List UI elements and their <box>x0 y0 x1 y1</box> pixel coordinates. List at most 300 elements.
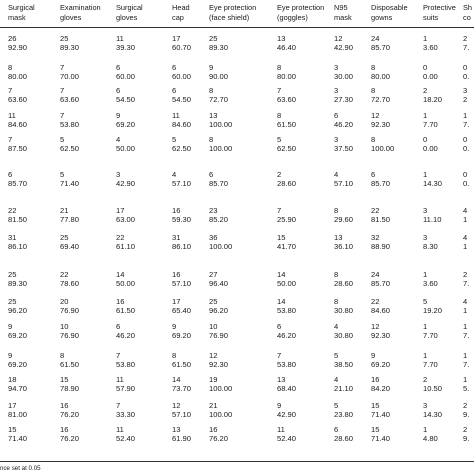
count-cell: 12 <box>334 34 343 43</box>
count-cell: 2 <box>463 425 468 434</box>
percent-cell: 57.10 <box>334 179 354 188</box>
percent-cell: 89.30 <box>209 43 229 52</box>
percent-cell: 81.00 <box>8 410 28 419</box>
count-cell: 11 <box>277 425 285 434</box>
percent-cell: 100.00 <box>209 242 233 251</box>
percent-cell: 63.00 <box>116 215 136 224</box>
count-cell: 7 <box>277 86 282 95</box>
percent-cell: 65.40 <box>172 306 192 315</box>
count-cell: 9 <box>371 351 376 360</box>
percent-cell: 69.20 <box>116 120 136 129</box>
count-cell: 6 <box>172 63 177 72</box>
column-header-line: Protective <box>423 3 456 12</box>
count-cell: 16 <box>172 206 181 215</box>
count-cell: 6 <box>209 170 214 179</box>
count-cell: 20 <box>60 297 69 306</box>
percent-cell: 69.40 <box>60 242 80 251</box>
count-cell: 2 <box>463 34 468 43</box>
count-cell: 7 <box>60 111 65 120</box>
column-header-line: Head <box>172 3 190 12</box>
count-cell: 6 <box>334 425 339 434</box>
percent-cell: 41.70 <box>277 242 297 251</box>
percent-cell: 80.00 <box>371 72 391 81</box>
percent-cell: 84.60 <box>172 120 192 129</box>
count-cell: 8 <box>209 135 214 144</box>
percent-cell: 1 <box>463 242 468 251</box>
count-cell: 22 <box>8 206 17 215</box>
percent-cell: 89.30 <box>60 43 80 52</box>
count-cell: 8 <box>371 135 376 144</box>
count-cell: 6 <box>334 111 339 120</box>
percent-cell: 96.20 <box>8 306 28 315</box>
percent-cell: 4.80 <box>423 434 438 443</box>
percent-cell: 92.30 <box>371 331 391 340</box>
count-cell: 32 <box>371 233 380 242</box>
count-cell: 15 <box>277 233 286 242</box>
percent-cell: 61.50 <box>172 360 192 369</box>
count-cell: 6 <box>371 170 376 179</box>
count-cell: 0 <box>423 135 428 144</box>
percent-cell: 86.10 <box>172 242 192 251</box>
count-cell: 8 <box>334 297 339 306</box>
percent-cell: 85.70 <box>371 43 391 52</box>
count-cell: 4 <box>334 322 339 331</box>
count-cell: 9 <box>116 111 121 120</box>
count-cell: 6 <box>116 86 121 95</box>
count-cell: 8 <box>371 86 376 95</box>
percent-cell: 69.20 <box>172 331 192 340</box>
count-cell: 7 <box>116 401 121 410</box>
percent-cell: 100.00 <box>209 410 233 419</box>
percent-cell: 57.10 <box>172 410 192 419</box>
percent-cell: 30.80 <box>334 331 354 340</box>
percent-cell: 100.00 <box>209 144 233 153</box>
percent-cell: 42.90 <box>116 179 136 188</box>
count-cell: 16 <box>60 401 69 410</box>
count-cell: 0 <box>463 135 468 144</box>
column-header-line: mask <box>8 13 26 22</box>
count-cell: 11 <box>172 111 180 120</box>
count-cell: 1 <box>423 111 428 120</box>
percent-cell: 92.30 <box>371 120 391 129</box>
column-header <box>371 3 408 23</box>
percent-cell: 7.70 <box>423 331 438 340</box>
percent-cell: 88.90 <box>371 242 391 251</box>
count-cell: 36 <box>209 233 218 242</box>
count-cell: 25 <box>8 270 17 279</box>
column-header <box>60 3 101 23</box>
percent-cell: 23.80 <box>334 410 354 419</box>
percent-cell: 71.40 <box>371 410 391 419</box>
count-cell: 3 <box>423 233 428 242</box>
count-cell: 8 <box>371 63 376 72</box>
percent-cell: 86.10 <box>8 242 28 251</box>
column-header <box>334 3 352 23</box>
percent-cell: 60.00 <box>172 72 192 81</box>
percent-cell: 46.20 <box>116 331 136 340</box>
percent-cell: 100.00 <box>371 144 395 153</box>
percent-cell: 53.80 <box>116 360 136 369</box>
percent-cell: 85.70 <box>371 279 391 288</box>
column-header-line: Eye protection <box>277 3 325 12</box>
column-header-line: co <box>463 13 471 22</box>
column-header-line: Examination <box>60 3 101 12</box>
count-cell: 8 <box>277 111 282 120</box>
percent-cell: 69.20 <box>371 360 391 369</box>
percent-cell: 76.90 <box>60 331 80 340</box>
count-cell: 14 <box>116 270 125 279</box>
percent-cell: 76.20 <box>60 434 80 443</box>
percent-cell: 100.00 <box>209 120 233 129</box>
count-cell: 10 <box>60 322 69 331</box>
count-cell: 4 <box>334 170 339 179</box>
count-cell: 22 <box>60 270 69 279</box>
percent-cell: 54.50 <box>172 95 192 104</box>
percent-cell: 30.00 <box>334 72 354 81</box>
count-cell: 2 <box>423 86 428 95</box>
percent-cell: 8.30 <box>423 242 438 251</box>
percent-cell: 72.70 <box>209 95 229 104</box>
percent-cell: 39.30 <box>116 43 136 52</box>
count-cell: 6 <box>116 322 121 331</box>
percent-cell: 52.40 <box>116 434 136 443</box>
percent-cell: 33.30 <box>116 410 136 419</box>
count-cell: 9 <box>277 401 282 410</box>
percent-cell: 38.50 <box>334 360 354 369</box>
percent-cell: 9. <box>463 434 470 443</box>
percent-cell: 78.90 <box>60 384 80 393</box>
count-cell: 9 <box>8 322 13 331</box>
percent-cell: 0. <box>463 179 470 188</box>
percent-cell: 46.40 <box>277 43 297 52</box>
percent-cell: 46.20 <box>277 331 297 340</box>
percent-cell: 62.50 <box>277 144 297 153</box>
count-cell: 17 <box>172 34 181 43</box>
count-cell: 8 <box>209 86 214 95</box>
percent-cell: 63.60 <box>8 95 28 104</box>
count-cell: 4 <box>463 297 468 306</box>
count-cell: 13 <box>277 375 286 384</box>
column-header-line: Surgical <box>8 3 35 12</box>
count-cell: 9 <box>172 322 177 331</box>
count-cell: 2 <box>277 170 282 179</box>
count-cell: 11 <box>8 111 16 120</box>
percent-cell: 68.40 <box>277 384 297 393</box>
percent-cell: 59.30 <box>172 215 192 224</box>
percent-cell: 21.10 <box>334 384 354 393</box>
percent-cell: 78.60 <box>60 279 80 288</box>
count-cell: 8 <box>8 63 13 72</box>
percent-cell: 96.40 <box>209 279 229 288</box>
count-cell: 27 <box>209 270 218 279</box>
count-cell: 14 <box>277 270 286 279</box>
percent-cell: 92.30 <box>209 360 229 369</box>
count-cell: 2 <box>463 401 468 410</box>
percent-cell: 61.10 <box>116 242 136 251</box>
column-header-line: suits <box>423 13 439 22</box>
count-cell: 26 <box>8 34 17 43</box>
percent-cell: 72.70 <box>371 95 391 104</box>
percent-cell: 2 <box>463 95 468 104</box>
count-cell: 13 <box>172 425 181 434</box>
column-header-line: gloves <box>116 13 138 22</box>
percent-cell: 1 <box>463 215 468 224</box>
percent-cell: 80.00 <box>8 72 28 81</box>
count-cell: 25 <box>60 34 69 43</box>
percent-cell: 63.60 <box>277 95 297 104</box>
percent-cell: 42.90 <box>334 43 354 52</box>
percent-cell: 29.60 <box>334 215 354 224</box>
count-cell: 19 <box>209 375 218 384</box>
count-cell: 5 <box>277 135 282 144</box>
percent-cell: 76.90 <box>209 331 229 340</box>
count-cell: 25 <box>209 297 218 306</box>
count-cell: 3 <box>423 401 428 410</box>
percent-cell: 5. <box>463 384 470 393</box>
percent-cell: 50.00 <box>116 279 136 288</box>
percent-cell: 28.60 <box>334 279 354 288</box>
count-cell: 14 <box>277 297 286 306</box>
percent-cell: 36.10 <box>334 242 354 251</box>
column-header-line: (face shield) <box>209 13 250 22</box>
percent-cell: 73.70 <box>172 384 192 393</box>
count-cell: 4 <box>463 233 468 242</box>
count-cell: 24 <box>371 34 380 43</box>
percent-cell: 85.70 <box>209 179 229 188</box>
percent-cell: 69.20 <box>8 360 28 369</box>
count-cell: 12 <box>371 111 380 120</box>
column-header-line: N95 <box>334 3 348 12</box>
count-cell: 3 <box>463 86 468 95</box>
percent-cell: 84.60 <box>371 306 391 315</box>
percent-cell: 53.80 <box>277 360 297 369</box>
bottom-rule <box>0 461 474 462</box>
percent-cell: 7. <box>463 331 470 340</box>
percent-cell: 7. <box>463 120 470 129</box>
count-cell: 22 <box>371 297 380 306</box>
column-header-line: Eye protection <box>209 3 257 12</box>
count-cell: 7 <box>277 206 282 215</box>
count-cell: 15 <box>371 425 380 434</box>
percent-cell: 89.30 <box>8 279 28 288</box>
count-cell: 18 <box>8 375 17 384</box>
percent-cell: 81.50 <box>8 215 28 224</box>
column-header-line: cap <box>172 13 184 22</box>
count-cell: 2 <box>423 375 428 384</box>
column-header-line: Disposable <box>371 3 408 12</box>
percent-cell: 70.00 <box>60 72 80 81</box>
percent-cell: 81.50 <box>371 215 391 224</box>
count-cell: 24 <box>371 270 380 279</box>
percent-cell: 27.30 <box>334 95 354 104</box>
percent-cell: 11.10 <box>423 215 442 224</box>
percent-cell: 7.70 <box>423 120 438 129</box>
percent-cell: 3.60 <box>423 279 438 288</box>
count-cell: 13 <box>334 233 343 242</box>
column-header <box>277 3 324 23</box>
count-cell: 6 <box>116 63 121 72</box>
count-cell: 12 <box>209 351 218 360</box>
count-cell: 9 <box>8 351 13 360</box>
column-header <box>116 3 143 23</box>
count-cell: 21 <box>209 401 218 410</box>
percent-cell: 9. <box>463 410 470 419</box>
percent-cell: 94.70 <box>8 384 28 393</box>
column-header <box>209 3 256 23</box>
count-cell: 1 <box>463 111 468 120</box>
percent-cell: 7.70 <box>423 360 438 369</box>
count-cell: 1 <box>423 270 428 279</box>
count-cell: 3 <box>334 63 339 72</box>
column-header <box>463 3 472 23</box>
count-cell: 8 <box>334 270 339 279</box>
count-cell: 23 <box>209 206 218 215</box>
count-cell: 7 <box>116 351 121 360</box>
percent-cell: 84.20 <box>371 384 391 393</box>
percent-cell: 76.20 <box>60 410 80 419</box>
count-cell: 16 <box>209 425 218 434</box>
percent-cell: 80.00 <box>277 72 297 81</box>
count-cell: 5 <box>60 170 65 179</box>
count-cell: 4 <box>334 375 339 384</box>
percent-cell: 85.70 <box>371 179 391 188</box>
count-cell: 5 <box>334 401 339 410</box>
count-cell: 15 <box>8 425 17 434</box>
percent-cell: 76.90 <box>60 306 80 315</box>
count-cell: 22 <box>116 233 125 242</box>
percent-cell: 60.00 <box>116 72 136 81</box>
column-header-line: Sh <box>463 3 473 12</box>
count-cell: 4 <box>172 170 177 179</box>
count-cell: 1 <box>423 34 428 43</box>
count-cell: 7 <box>60 86 65 95</box>
percent-cell: 100.00 <box>209 384 233 393</box>
column-header-line: mask <box>334 13 352 22</box>
percent-cell: 53.80 <box>60 120 80 129</box>
count-cell: 8 <box>60 351 65 360</box>
count-cell: 7 <box>8 86 13 95</box>
percent-cell: 1 <box>463 306 468 315</box>
table-footnote: nce set at 0.05 <box>0 465 41 472</box>
count-cell: 16 <box>60 425 69 434</box>
count-cell: 6 <box>8 170 13 179</box>
percent-cell: 62.50 <box>172 144 192 153</box>
percent-cell: 71.40 <box>371 434 391 443</box>
percent-cell: 76.20 <box>209 434 229 443</box>
count-cell: 0 <box>463 170 468 179</box>
percent-cell: 0.00 <box>423 144 438 153</box>
percent-cell: 61.50 <box>60 360 80 369</box>
percent-cell: 85.20 <box>209 215 229 224</box>
count-cell: 11 <box>116 425 124 434</box>
count-cell: 7 <box>60 63 65 72</box>
count-cell: 3 <box>423 206 428 215</box>
count-cell: 8 <box>172 351 177 360</box>
count-cell: 3 <box>116 170 121 179</box>
count-cell: 1 <box>423 425 428 434</box>
count-cell: 4 <box>463 206 468 215</box>
column-header-line: gloves <box>60 13 82 22</box>
column-header-line: Surgical <box>116 3 143 12</box>
count-cell: 16 <box>172 270 181 279</box>
count-cell: 12 <box>371 322 380 331</box>
count-cell: 13 <box>209 111 218 120</box>
count-cell: 7 <box>277 351 282 360</box>
count-cell: 7 <box>8 135 13 144</box>
count-cell: 6 <box>172 86 177 95</box>
count-cell: 9 <box>209 63 214 72</box>
count-cell: 0 <box>423 63 428 72</box>
count-cell: 1 <box>463 351 468 360</box>
percent-cell: 19.20 <box>423 306 443 315</box>
percent-cell: 84.60 <box>8 120 28 129</box>
count-cell: 8 <box>277 63 282 72</box>
column-header <box>8 3 35 23</box>
count-cell: 16 <box>371 375 380 384</box>
count-cell: 5 <box>334 351 339 360</box>
percent-cell: 28.60 <box>277 179 297 188</box>
count-cell: 1 <box>463 375 468 384</box>
count-cell: 31 <box>172 233 181 242</box>
count-cell: 21 <box>60 206 69 215</box>
count-cell: 25 <box>8 297 17 306</box>
percent-cell: 50.00 <box>116 144 136 153</box>
percent-cell: 96.20 <box>209 306 229 315</box>
count-cell: 16 <box>116 297 125 306</box>
percent-cell: 37.50 <box>334 144 354 153</box>
header-rule <box>0 27 474 28</box>
count-cell: 13 <box>277 34 286 43</box>
column-header <box>172 3 190 23</box>
count-cell: 17 <box>8 401 17 410</box>
percent-cell: 0. <box>463 144 470 153</box>
percent-cell: 46.20 <box>334 120 354 129</box>
count-cell: 12 <box>172 401 181 410</box>
percent-cell: 71.40 <box>8 434 28 443</box>
percent-cell: 50.00 <box>277 279 297 288</box>
percent-cell: 57.90 <box>116 384 136 393</box>
percent-cell: 42.90 <box>277 410 297 419</box>
count-cell: 3 <box>334 86 339 95</box>
column-header <box>423 3 456 23</box>
percent-cell: 85.70 <box>8 179 28 188</box>
percent-cell: 61.90 <box>172 434 192 443</box>
count-cell: 22 <box>371 206 380 215</box>
percent-cell: 30.80 <box>334 306 354 315</box>
count-cell: 15 <box>60 375 69 384</box>
percent-cell: 71.40 <box>60 179 80 188</box>
count-cell: 1 <box>423 170 428 179</box>
percent-cell: 69.20 <box>8 331 28 340</box>
percent-cell: 28.60 <box>334 434 354 443</box>
percent-cell: 87.50 <box>8 144 28 153</box>
count-cell: 8 <box>334 206 339 215</box>
percent-cell: 0.00 <box>423 72 438 81</box>
count-cell: 31 <box>8 233 17 242</box>
count-cell: 15 <box>371 401 380 410</box>
percent-cell: 52.40 <box>277 434 297 443</box>
count-cell: 5 <box>60 135 65 144</box>
count-cell: 6 <box>277 322 282 331</box>
count-cell: 1 <box>423 322 428 331</box>
percent-cell: 57.10 <box>172 279 192 288</box>
percent-cell: 60.70 <box>172 43 192 52</box>
percent-cell: 54.50 <box>116 95 136 104</box>
percent-cell: 62.50 <box>60 144 80 153</box>
count-cell: 3 <box>334 135 339 144</box>
percent-cell: 0. <box>463 72 470 81</box>
percent-cell: 53.80 <box>277 306 297 315</box>
